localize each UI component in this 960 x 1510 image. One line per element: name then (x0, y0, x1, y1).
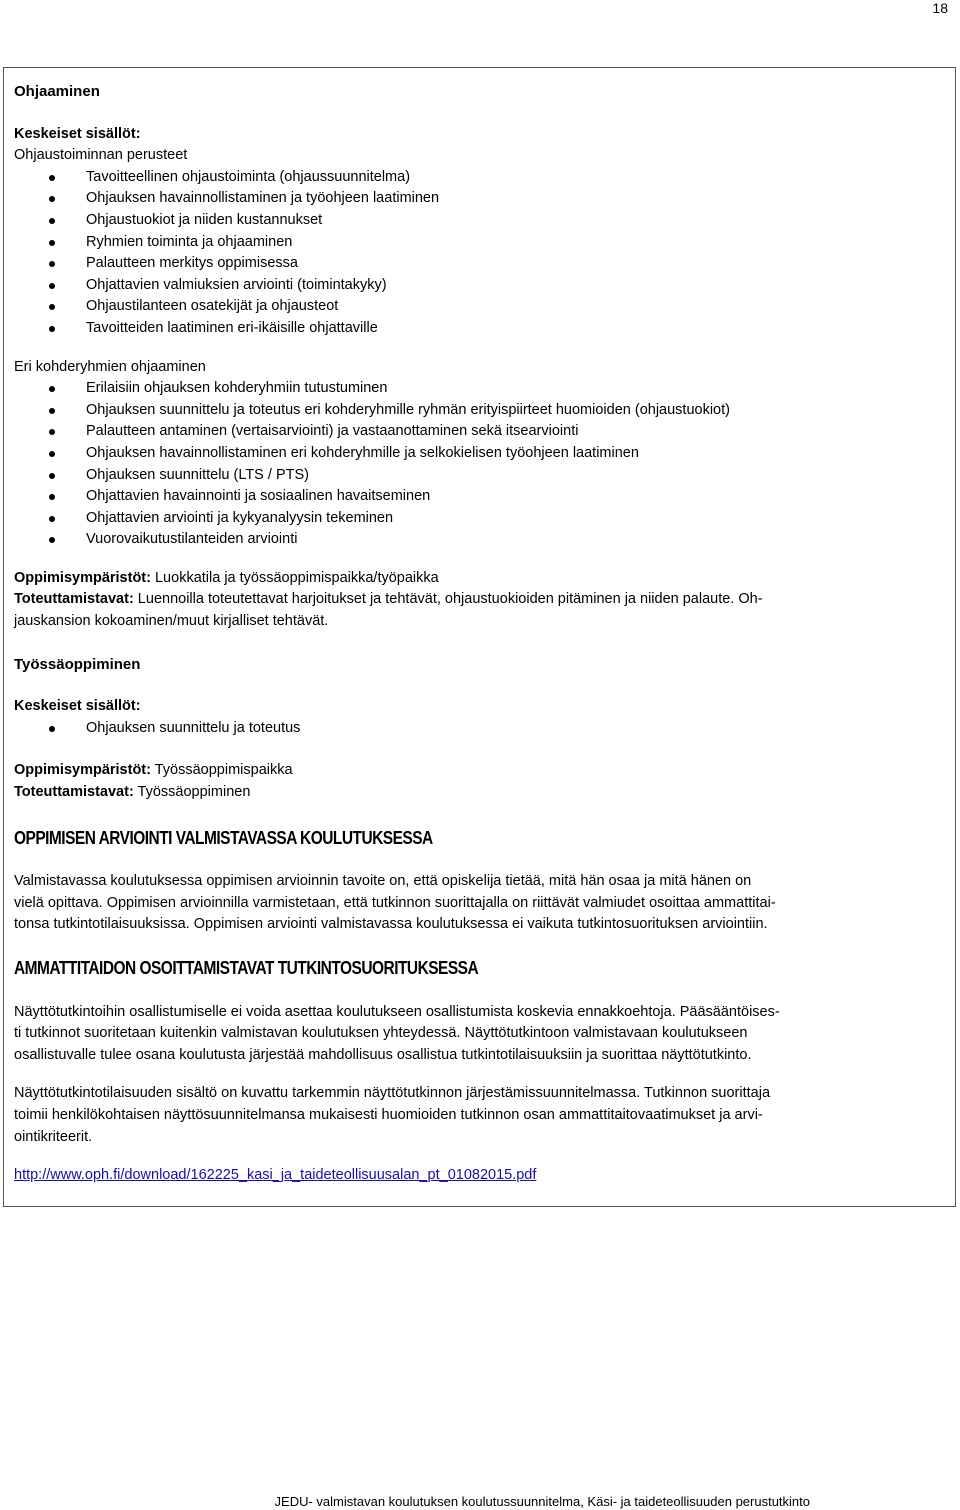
list-item: Ohjattavien havainnointi ja sosiaalinen havaitseminen (14, 486, 944, 508)
paragraph-line: osallistuvalle tulee osana koulutusta järjestää mahdollisuus osallistua tutkintotilaisuuksiin ja suorittaa näyttötutkinto. (14, 1046, 752, 1063)
list-item: Ohjaustilanteen osatekijät ja ohjausteot (14, 296, 944, 318)
list-perusteet (14, 167, 944, 340)
bullet-icon (49, 537, 55, 543)
oppimisymparistot-line: Oppimisympäristöt: Työssäoppimispaikka (14, 762, 293, 779)
bullet-icon (49, 494, 55, 500)
paragraph-line: ti tutkinnot suoritetaan kuitenkin valmistavan koulutuksen yhteydessä. Näyttötutkintoon valmistavaan koulutukseen (14, 1025, 748, 1042)
paragraph-line: Näyttötutkintoihin osallistumiselle ei voida asettaa koulutukseen osallistumista koskevia ennakkoehtoja. Pääsääntöises- (14, 1003, 780, 1020)
page-number: 18 (932, 0, 948, 16)
toteuttamistavat-line-2: jauskansion kokoaminen/muut kirjalliset tehtävät. (14, 613, 329, 630)
page-footer: JEDU- valmistavan koulutuksen koulutussuunnitelma, Käsi- ja taideteollisuuden perustutkinto (274, 1494, 810, 1509)
list-tyossaoppiminen (14, 718, 944, 740)
bullet-icon (49, 451, 55, 457)
heading-osoittamistavat: AMMATTITAIDON OSOITTAMISTAVAT TUTKINTOSUORITUKSESSA (14, 958, 479, 978)
subheading-kohderyhmat: Eri kohderyhmien ohjaaminen (14, 358, 206, 375)
bullet-icon (49, 473, 55, 479)
subheading-perusteet: Ohjaustoiminnan perusteet (14, 147, 188, 164)
bullet-icon (49, 261, 55, 267)
list-item: Ohjauksen havainnollistaminen ja työohjeen laatiminen (14, 188, 944, 210)
bullet-icon (49, 283, 55, 289)
paragraph-line: toimii henkilökohtaisen näyttösuunnitelmansa mukaisesti huomioiden tutkinnon osan ammattitaitovaatimukset ja arvi- (14, 1106, 763, 1123)
list-item: Ohjauksen suunnittelu ja toteutus (14, 718, 944, 740)
list-item: Ohjaustuokiot ja niiden kustannukset (14, 210, 944, 232)
oph-pdf-link[interactable]: http://www.oph.fi/download/162225_kasi_ja_taideteollisuusalan_pt_01082015.pdf (14, 1167, 537, 1184)
bullet-icon (49, 326, 55, 332)
paragraph-line: Valmistavassa koulutuksessa oppimisen arvioinnin tavoite on, että opiskelija tietää, mitä hän osaa ja mitä hänen on (14, 873, 752, 890)
section-title-tyossaoppiminen: Työssäoppiminen (14, 655, 141, 673)
list-item: Ohjauksen havainnollistaminen eri kohderyhmille ja selkokielisen työohjeen laatiminen (14, 443, 944, 465)
keskeiset-label: Keskeiset sisällöt: (14, 125, 141, 142)
oppimisymparistot-line: Oppimisympäristöt: Luokkatila ja työssäoppimispaikka/työpaikka (14, 569, 439, 586)
paragraph-osoittamistavat-2 (14, 1083, 944, 1148)
list-item: Ohjauksen suunnittelu (LTS / PTS) (14, 465, 944, 487)
keskeiset-label: Keskeiset sisällöt: (14, 698, 141, 715)
paragraph-line: tonsa tutkintotilaisuuksissa. Oppimisen arviointi valmistavassa koulutuksessa ei vaikuta tutkintosuorituksen arviointiin. (14, 916, 768, 933)
toteuttamistavat-line: Toteuttamistavat: Työssäoppiminen (14, 784, 251, 801)
list-item: Ohjattavien valmiuksien arviointi (toimintakyky) (14, 275, 944, 297)
list-item: Ohjattavien arviointi ja kykyanalyysin tekeminen (14, 508, 944, 530)
bullet-icon (49, 429, 55, 435)
bullet-icon (49, 175, 55, 181)
paragraph-line: ointikriteerit. (14, 1128, 93, 1145)
list-item: Erilaisiin ohjauksen kohderyhmiin tutustuminen (14, 378, 944, 400)
paragraph-osoittamistavat-1 (14, 1002, 944, 1067)
section-title-ohjaaminen: Ohjaaminen (14, 83, 100, 100)
paragraph-arviointi (14, 871, 944, 936)
paragraph-line: vielä opittava. Oppimisen arvioinnilla varmistetaan, että tutkinnon suorittajalla on riittävät valmiudet osoittaa ammattitai- (14, 894, 776, 911)
bullet-icon (49, 386, 55, 392)
list-item: Vuorovaikutustilanteiden arviointi (14, 529, 944, 551)
list-item: Ryhmien toiminta ja ohjaaminen (14, 232, 944, 254)
bullet-icon (49, 408, 55, 414)
bullet-icon (49, 726, 55, 732)
heading-arviointi: OPPIMISEN ARVIOINTI VALMISTAVASSA KOULUTUKSESSA (14, 827, 433, 848)
list-item: Tavoitteiden laatiminen eri-ikäisille ohjattaville (14, 318, 944, 340)
list-kohderyhmat (14, 378, 944, 551)
list-item: Tavoitteellinen ohjaustoiminta (ohjaussuunnitelma) (14, 167, 944, 189)
bullet-icon (49, 196, 55, 202)
list-item: Palautteen antaminen (vertaisarviointi) ja vastaanottaminen sekä itsearviointi (14, 421, 944, 443)
bullet-icon (49, 240, 55, 246)
content-inner (14, 81, 944, 1187)
content-box (3, 67, 956, 1207)
bullet-icon (49, 304, 55, 310)
toteuttamistavat-line: Toteuttamistavat: Luennoilla toteutettavat harjoitukset ja tehtävät, ohjaustuokioiden pitäminen ja niiden palaute. Oh- (14, 591, 763, 608)
bullet-icon (49, 218, 55, 224)
bullet-icon (49, 516, 55, 522)
paragraph-line: Näyttötutkintotilaisuuden sisältö on kuvattu tarkemmin näyttötutkinnon järjestämissuunnitelmassa. Tutkinnon suorittaja (14, 1085, 771, 1102)
list-item: Palautteen merkitys oppimisessa (14, 253, 944, 275)
list-item: Ohjauksen suunnittelu ja toteutus eri kohderyhmille ryhmän erityispiirteet huomioiden (ohjaustuokiot) (14, 400, 944, 422)
